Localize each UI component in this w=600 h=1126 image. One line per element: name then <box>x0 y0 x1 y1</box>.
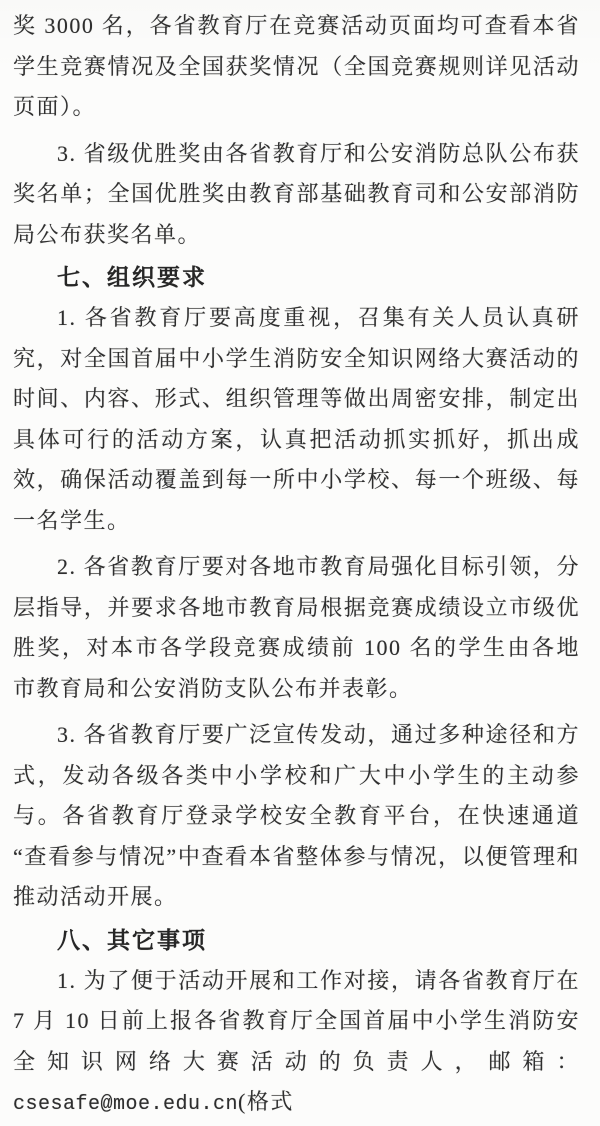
paragraph-continuation: 奖 3000 名，各省教育厅在竞赛活动页面均可查看本省学生竞赛情况及全国获奖情况（全国竞赛规则详见活动页面）。 <box>13 13 580 119</box>
email-address: csesafe@moe.edu.cn <box>13 1093 239 1116</box>
paragraph-org-item-3: 3. 各省教育厅要广泛宣传发动，通过多种途径和方式，发动各级各类中小学校和广大中小学生的主动参与。各省教育厅登录学校安全教育平台，在快速通道“查看参与情况”中查看本省整体参与情况，以便管理和推动活动开展。 <box>13 722 580 909</box>
paragraph-org-item-2: 2. 各省教育厅要对各地市教育局强化目标引领，分层指导，并要求各地市教育局根据竞赛成绩设立市级优胜奖，对本市各学段竞赛成绩前 100 名的学生由各地市教育局和公安消防支队公布并表彰。 <box>13 554 580 701</box>
paragraph-other-item-1 <box>13 961 580 1126</box>
paragraph-org-item-1: 1. 各省教育厅要高度重视，召集有关人员认真研究，对全国首届中小学生消防安全知识网络大赛活动的时间、内容、形式、组织管理等做出周密安排，制定出具体可行的活动方案，认真把活动抓实抓好，抓出成效，确保活动覆盖到每一所中小学校、每一个班级、每一名学生。 <box>13 305 580 533</box>
paragraph-text-suffix: (格式 <box>238 1089 294 1114</box>
paragraph-provincial-awards: 3. 省级优胜奖由各省教育厅和公安消防总队公布获奖名单；全国优胜奖由教育部基础教育司和公安部消防局公布获奖名单。 <box>13 140 580 247</box>
paragraph-text: 1. 为了便于活动开展和工作对接，请各省教育厅在 7 月 10 日前上报各省教育厅全国首届中小学生消防安全知识网络大赛活动的负责人，邮箱： <box>13 967 580 1074</box>
section-heading-other-matters: 八、其它事项 <box>57 927 207 954</box>
section-heading-organization-requirements: 七、组织要求 <box>57 265 207 291</box>
